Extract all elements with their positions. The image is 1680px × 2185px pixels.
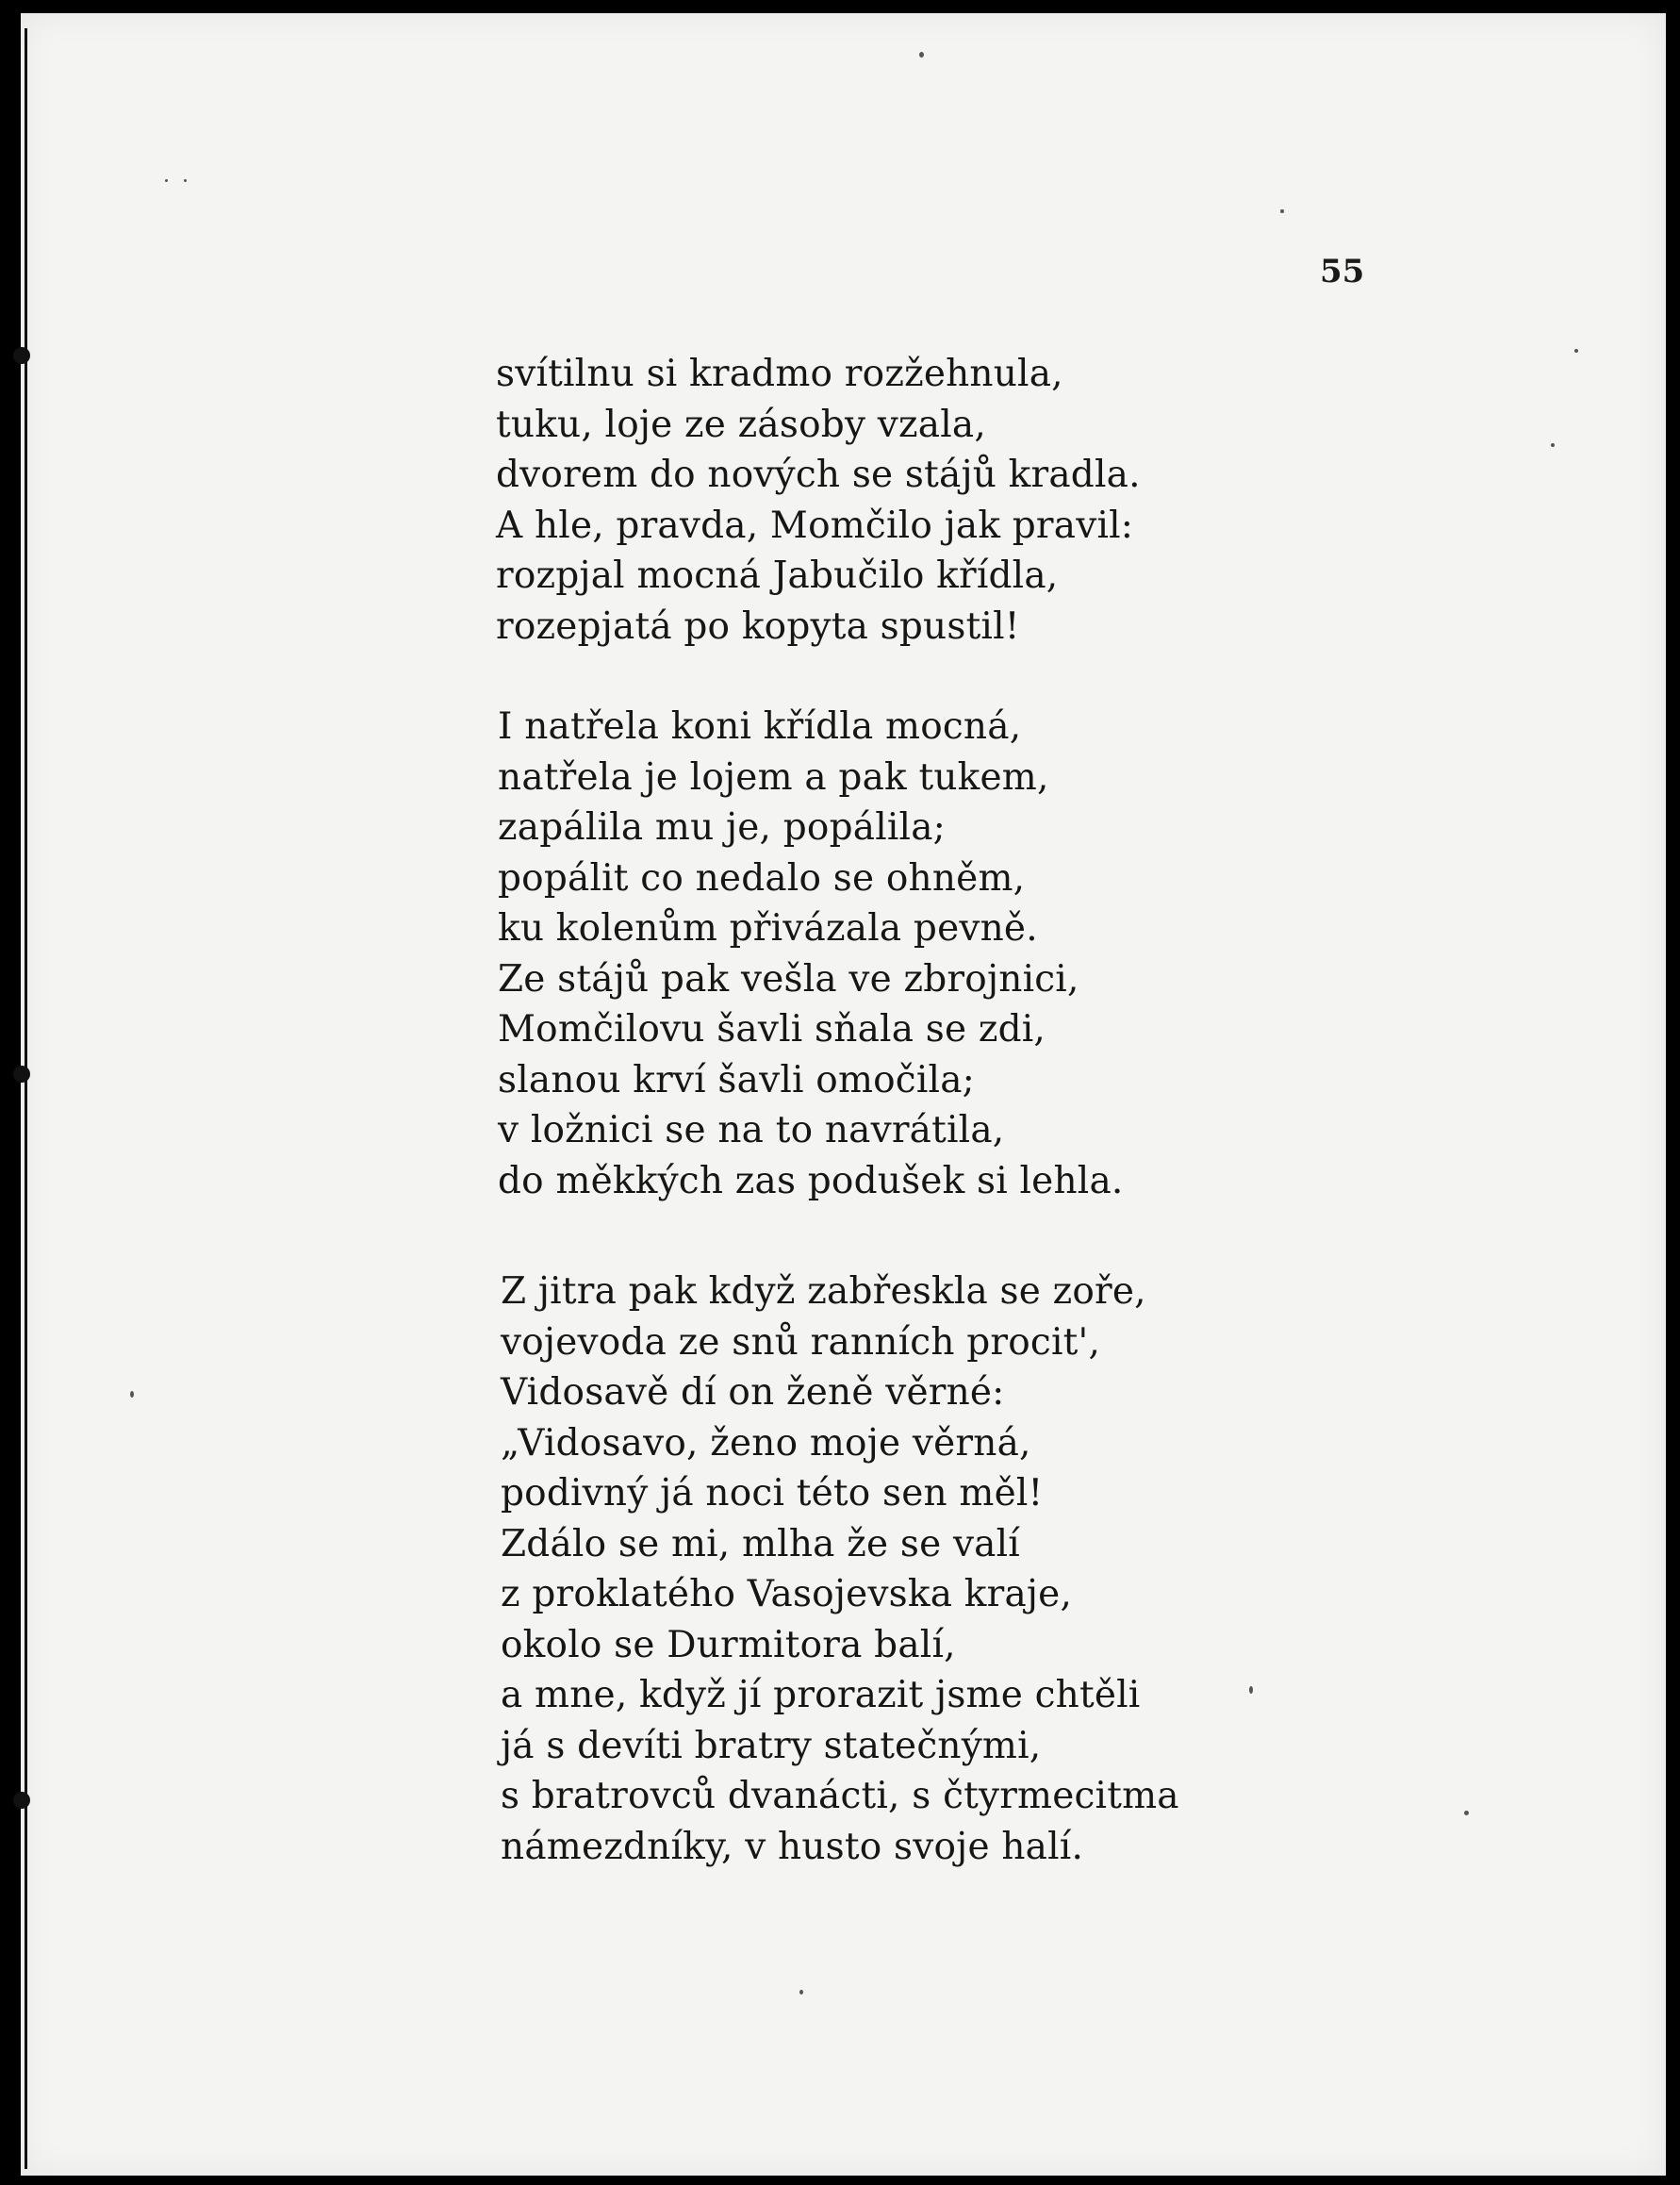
poem-stanza [496, 349, 1141, 652]
binding-stitch [13, 347, 30, 364]
paper-speck [130, 1391, 134, 1398]
poem-line: do měkkých zas podušek si lehla. [498, 1159, 1124, 1202]
paper-speck [165, 179, 168, 182]
poem-line: „Vidosavo, ženo moje věrná, [501, 1421, 1031, 1465]
poem-line: natřela je lojem a pak tukem, [498, 755, 1049, 799]
paper-speck [1249, 1686, 1253, 1694]
poem-line: rozpjal mocná Jabučilo křídla, [496, 555, 1059, 597]
binding-stitch [13, 1066, 30, 1083]
paper-speck [184, 179, 187, 182]
poem-line: Ze stájů pak vešla ve zbrojnici, [498, 957, 1079, 1001]
poem-line: podivný já noci této sen měl! [501, 1472, 1044, 1515]
poem-line: popálit co nedalo se ohněm, [498, 856, 1026, 900]
poem-line: vojevoda ze snů ranních procit', [501, 1320, 1101, 1364]
poem-line: v ložnici se na to navrátila, [498, 1109, 1005, 1151]
poem-line: okolo se Durmitora balí, [501, 1623, 956, 1666]
poem-line: a mne, když jí prorazit jsme chtěli [501, 1674, 1141, 1716]
paper-speck [1280, 209, 1284, 213]
paper-speck [1551, 443, 1555, 447]
poem-line: Z jitra pak když zabřeskla se zoře, [501, 1270, 1146, 1313]
paper-speck [1574, 349, 1578, 353]
poem-line: I natřela koni křídla mocná, [498, 705, 1022, 748]
poem-line: Vidosavě dí on ženě věrné: [501, 1371, 1005, 1414]
paper-speck [1464, 1811, 1469, 1815]
poem-line: z proklatého Vasojevska kraje, [501, 1573, 1073, 1615]
poem-line: Zdálo se mi, mlha že se valí [501, 1522, 1020, 1565]
poem-line: slanou krví šavli omočila; [498, 1058, 975, 1101]
book-binding [0, 0, 21, 2185]
poem-line: rozepjatá po kopyta spustil! [496, 604, 1020, 648]
poem-line: s bratrovců dvanácti, s čtyrmecitma [501, 1775, 1179, 1817]
poem-line: zapálila mu je, popálila; [498, 806, 947, 849]
poem-line: námezdníky, v husto svoje halí. [501, 1825, 1084, 1868]
paper-speck [919, 52, 924, 58]
poem-line: tuku, loje ze zásoby vzala, [496, 403, 986, 446]
page-number: 55 [1320, 253, 1365, 290]
poem-line: dvorem do nových se stájů kradla. [496, 454, 1141, 496]
poem-line: svítilnu si kradmo rozžehnula, [496, 353, 1063, 395]
binding-stitch [13, 1792, 30, 1809]
poem-line: A hle, pravda, Momčilo jak pravil: [496, 504, 1134, 547]
paper-speck [799, 1990, 803, 1995]
poem-line: já s devíti bratry statečnými, [501, 1724, 1042, 1767]
poem-line: Momčilovu šavli sňala se zdi, [498, 1008, 1046, 1051]
poem-stanza [498, 702, 1124, 1206]
poem-line: ku kolenům přivázala pevně. [498, 907, 1038, 950]
poem-stanza [501, 1266, 1179, 1872]
